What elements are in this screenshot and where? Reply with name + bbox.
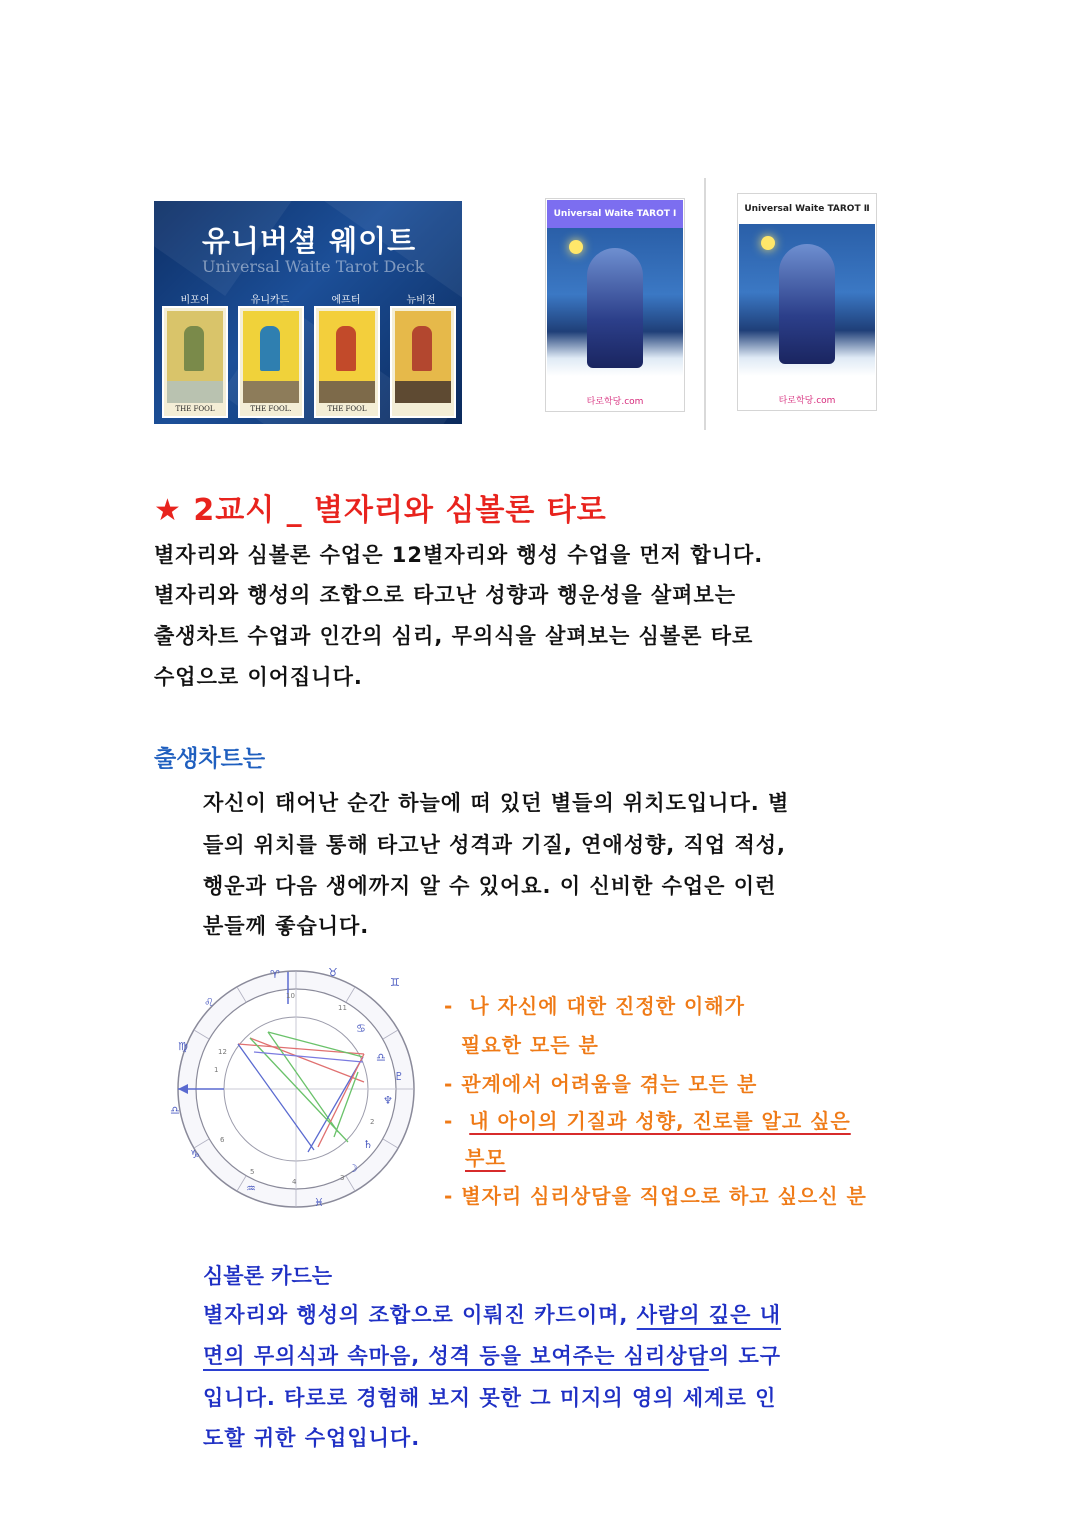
divider: [704, 178, 706, 430]
intro-line-4: 수업으로 이어집니다.: [154, 665, 363, 689]
intro-line-2: 별자리와 행성의 조합으로 타고난 성향과 행운성을 살펴보는: [154, 583, 737, 607]
cover-brand: 타로학당.com: [586, 397, 644, 407]
birthchart-heading: 출생차트는: [154, 746, 266, 772]
bullet-2: - 관계에서 어려움을 겪는 모든 분: [444, 1072, 758, 1096]
book-cover-1: [545, 198, 685, 412]
svg-text:♍: ♍: [178, 1040, 188, 1053]
svg-text:♌: ♌: [204, 996, 214, 1009]
symbolon-text-underlined: 면의 무의식과 속마음, 성격 등을 보여주는 심리상담: [203, 1344, 709, 1368]
bullet-3-text: 내 아이의 기질과 성향, 진로를 알고 싶은: [469, 1109, 851, 1133]
svg-text:☽: ☽: [348, 1162, 358, 1175]
fool-card-uni: [238, 306, 304, 418]
symbolon-line-2: [203, 1340, 781, 1370]
bullet-dash: -: [444, 1109, 454, 1133]
svg-text:6: 6: [220, 1136, 225, 1144]
svg-text:1: 1: [214, 1066, 219, 1074]
card-name: THE FOOL.: [250, 405, 292, 413]
svg-text:♆: ♆: [383, 1094, 393, 1107]
banner-subtitle: Universal Waite Tarot Deck: [202, 257, 425, 276]
svg-text:3: 3: [340, 1174, 345, 1182]
card-name: THE FOOL: [175, 405, 215, 413]
symbolon-line-1: [203, 1299, 781, 1329]
svg-text:♄: ♄: [363, 1138, 373, 1151]
zodiac-wheel-icon: [158, 962, 432, 1212]
svg-text:2: 2: [370, 1118, 375, 1126]
symbolon-heading: 심볼론 카드는: [203, 1264, 333, 1288]
bullet-1: [444, 990, 745, 1019]
fool-card-newvision: [390, 306, 456, 418]
bullet-1-cont: 필요한 모든 분: [461, 1033, 599, 1057]
svg-text:♇: ♇: [394, 1070, 404, 1083]
svg-text:♋: ♋: [356, 1022, 366, 1035]
svg-text:♎: ♎: [170, 1104, 180, 1117]
svg-text:11: 11: [338, 1004, 347, 1012]
symbolon-text-underlined: 사람의 깊은 내: [636, 1303, 782, 1327]
bullet-4: - 별자리 심리상담을 직업으로 하고 싶으신 분: [444, 1184, 867, 1208]
birthchart-line-1: 자신이 태어난 순간 하늘에 떠 있던 별들의 위치도입니다. 별: [203, 791, 790, 815]
cover-brand: 타로학당.com: [778, 396, 836, 406]
card-label-uni: 유니카드: [250, 295, 290, 306]
birthchart-line-2: 들의 위치를 통해 타고난 성격과 기질, 연애성향, 직업 적성,: [203, 833, 786, 857]
svg-text:12: 12: [218, 1048, 227, 1056]
svg-text:♓: ♓: [314, 1196, 324, 1209]
banner-title: 유니버셜 웨이트: [202, 224, 417, 258]
svg-text:5: 5: [250, 1168, 255, 1176]
symbolon-text: 의 도구: [708, 1344, 782, 1368]
card-label-after: 에프터: [331, 295, 361, 306]
symbolon-line-3: 입니다. 타로로 경험해 보지 못한 그 미지의 영의 세계로 인: [203, 1386, 777, 1410]
symbolon-text: 별자리와 행성의 조합으로 이뤄진 카드이며,: [203, 1303, 629, 1327]
svg-text:10: 10: [286, 992, 295, 1000]
bullet-3: [444, 1105, 851, 1134]
intro-line-3: 출생차트 수업과 인간의 심리, 무의식을 살펴보는 심볼론 타로: [154, 624, 754, 648]
fool-card-after: [314, 306, 380, 418]
cover-title: Universal Waite TAROT Ⅱ: [739, 195, 875, 223]
card-name: THE FOOL: [327, 405, 367, 413]
deck-banner-image: [154, 201, 462, 424]
svg-text:4: 4: [292, 1178, 297, 1186]
svg-text:♑: ♑: [190, 1148, 200, 1161]
book-cover-2: [737, 193, 877, 411]
cover-title: Universal Waite TAROT Ⅰ: [547, 200, 683, 228]
fool-card-before: [162, 306, 228, 418]
bullet-dash: -: [444, 994, 454, 1018]
intro-line-1: 별자리와 심볼론 수업은 12별자리와 행성 수업을 먼저 합니다.: [154, 543, 764, 567]
svg-text:♈: ♈: [270, 968, 280, 981]
bullet-3-cont: 부모: [465, 1146, 506, 1170]
birthchart-line-4: 분들께 좋습니다.: [203, 914, 370, 938]
card-label-before: 비포어: [180, 295, 210, 306]
svg-text:♒: ♒: [246, 1182, 256, 1195]
symbolon-line-4: 도할 귀한 수업입니다.: [203, 1426, 421, 1450]
section-heading: ★ 2교시 _ 별자리와 심볼론 타로: [154, 493, 607, 528]
svg-text:♊: ♊: [390, 976, 400, 989]
birthchart-line-3: 행운과 다음 생에까지 알 수 있어요. 이 신비한 수업은 이런: [203, 874, 777, 898]
bullet-1-text: 나 자신에 대한 진정한 이해가: [469, 994, 745, 1018]
svg-text:♎: ♎: [376, 1051, 386, 1064]
svg-text:♉: ♉: [328, 966, 338, 979]
card-label-newvision: 뉴비전: [406, 295, 436, 306]
